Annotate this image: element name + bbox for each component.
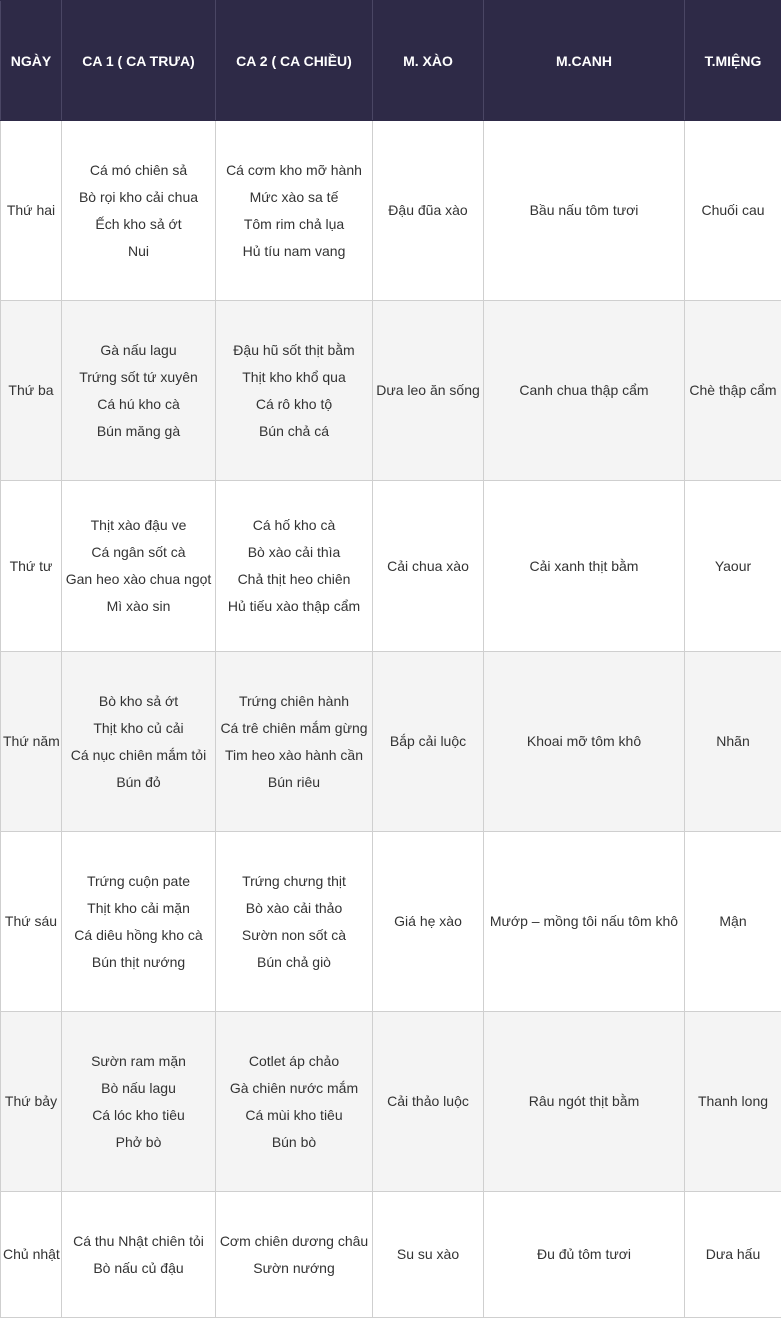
dish-item: Gà chiên nước mắm bbox=[218, 1075, 370, 1102]
dish-item: Cotlet áp chảo bbox=[218, 1048, 370, 1075]
table-row bbox=[1, 652, 781, 832]
dish-item: Bún thịt nướng bbox=[64, 949, 213, 976]
dish-item: Cá nục chiên mắm tỏi bbox=[64, 742, 213, 769]
dish-item: Cá hú kho cà bbox=[64, 391, 213, 418]
shift-2-cell bbox=[216, 1192, 373, 1318]
dish-item: Bò nấu củ đậu bbox=[64, 1255, 213, 1282]
dish-item: Bún riêu bbox=[218, 769, 370, 796]
dish-item: Bún bò bbox=[218, 1129, 370, 1156]
dish-item: Đậu hũ sốt thịt bằm bbox=[218, 337, 370, 364]
shift-2-cell bbox=[216, 652, 373, 832]
day-cell: Thứ ba bbox=[1, 301, 62, 481]
dish-item: Sườn non sốt cà bbox=[218, 922, 370, 949]
dish-item: Cá ngân sốt cà bbox=[64, 539, 213, 566]
dish-item: Bò nấu lagu bbox=[64, 1075, 213, 1102]
menu-body bbox=[1, 121, 781, 1318]
dish-item: Trứng chiên hành bbox=[218, 688, 370, 715]
dish-item: Sườn ram mặn bbox=[64, 1048, 213, 1075]
dish-item: Sườn nướng bbox=[218, 1255, 370, 1282]
stir-fry-cell: Giá hẹ xào bbox=[373, 832, 484, 1012]
stir-fry-cell: Đậu đũa xào bbox=[373, 121, 484, 301]
stir-fry-cell: Dưa leo ăn sống bbox=[373, 301, 484, 481]
dish-item: Thịt kho củ cải bbox=[64, 715, 213, 742]
soup-cell: Bầu nấu tôm tươi bbox=[484, 121, 685, 301]
dish-item: Cá thu Nhật chiên tỏi bbox=[64, 1228, 213, 1255]
dish-item: Bún chả cá bbox=[218, 418, 370, 445]
dish-item: Mức xào sa tế bbox=[218, 184, 370, 211]
dish-item: Cá cơm kho mỡ hành bbox=[218, 157, 370, 184]
dish-item: Gà nấu lagu bbox=[64, 337, 213, 364]
stir-fry-cell: Bắp cải luộc bbox=[373, 652, 484, 832]
dessert-cell: Thanh long bbox=[685, 1012, 781, 1192]
header-shift-2: CA 2 ( CA CHIỀU) bbox=[216, 1, 373, 121]
dish-item: Bún chả giò bbox=[218, 949, 370, 976]
day-cell: Chủ nhật bbox=[1, 1192, 62, 1318]
dish-item: Mì xào sin bbox=[64, 593, 213, 620]
dish-item: Cá trê chiên mắm gừng bbox=[218, 715, 370, 742]
dish-item: Nui bbox=[64, 238, 213, 265]
soup-cell: Khoai mỡ tôm khô bbox=[484, 652, 685, 832]
day-cell: Thứ bảy bbox=[1, 1012, 62, 1192]
dish-item: Hủ tiếu xào thập cẩm bbox=[218, 593, 370, 620]
dish-item: Cá mùi kho tiêu bbox=[218, 1102, 370, 1129]
dish-item: Tôm rim chả lụa bbox=[218, 211, 370, 238]
shift-1-cell bbox=[62, 652, 216, 832]
shift-2-cell bbox=[216, 832, 373, 1012]
day-cell: Thứ tư bbox=[1, 481, 62, 652]
shift-2-cell bbox=[216, 1012, 373, 1192]
dish-item: Trứng sốt tứ xuyên bbox=[64, 364, 213, 391]
shift-1-cell bbox=[62, 1012, 216, 1192]
dish-item: Bún măng gà bbox=[64, 418, 213, 445]
dish-item: Tim heo xào hành cần bbox=[218, 742, 370, 769]
dish-item: Bún đỏ bbox=[64, 769, 213, 796]
dessert-cell: Nhãn bbox=[685, 652, 781, 832]
table-row bbox=[1, 301, 781, 481]
shift-1-cell bbox=[62, 121, 216, 301]
header-shift-1: CA 1 ( CA TRƯA) bbox=[62, 1, 216, 121]
dish-item: Bò rọi kho cải chua bbox=[64, 184, 213, 211]
table-row bbox=[1, 832, 781, 1012]
dish-item: Cá hố kho cà bbox=[218, 512, 370, 539]
soup-cell: Đu đủ tôm tươi bbox=[484, 1192, 685, 1318]
dessert-cell: Chuối cau bbox=[685, 121, 781, 301]
dish-item: Cá lóc kho tiêu bbox=[64, 1102, 213, 1129]
header-day: NGÀY bbox=[1, 1, 62, 121]
dessert-cell: Mận bbox=[685, 832, 781, 1012]
dish-item: Bò xào cải thảo bbox=[218, 895, 370, 922]
dish-item: Gan heo xào chua ngọt bbox=[64, 566, 213, 593]
header-soup: M.CANH bbox=[484, 1, 685, 121]
shift-1-cell bbox=[62, 1192, 216, 1318]
soup-cell: Canh chua thập cẩm bbox=[484, 301, 685, 481]
dish-item: Ếch kho sả ớt bbox=[64, 211, 213, 238]
dish-item: Hủ tíu nam vang bbox=[218, 238, 370, 265]
dessert-cell: Dưa hấu bbox=[685, 1192, 781, 1318]
shift-1-cell bbox=[62, 301, 216, 481]
dish-item: Thịt kho khổ qua bbox=[218, 364, 370, 391]
soup-cell: Cải xanh thịt bằm bbox=[484, 481, 685, 652]
shift-1-cell bbox=[62, 832, 216, 1012]
shift-2-cell bbox=[216, 121, 373, 301]
table-row bbox=[1, 121, 781, 301]
dish-item: Cá mó chiên sả bbox=[64, 157, 213, 184]
soup-cell: Râu ngót thịt bằm bbox=[484, 1012, 685, 1192]
dish-item: Thịt kho cải mặn bbox=[64, 895, 213, 922]
dish-item: Chả thịt heo chiên bbox=[218, 566, 370, 593]
dish-item: Thịt xào đậu ve bbox=[64, 512, 213, 539]
dessert-cell: Chè thập cẩm bbox=[685, 301, 781, 481]
day-cell: Thứ hai bbox=[1, 121, 62, 301]
shift-1-cell bbox=[62, 481, 216, 652]
stir-fry-cell: Cải thảo luộc bbox=[373, 1012, 484, 1192]
dish-item: Cá diêu hồng kho cà bbox=[64, 922, 213, 949]
header-dessert: T.MIỆNG bbox=[685, 1, 781, 121]
dessert-cell: Yaour bbox=[685, 481, 781, 652]
stir-fry-cell: Cải chua xào bbox=[373, 481, 484, 652]
dish-item: Bò kho sả ớt bbox=[64, 688, 213, 715]
soup-cell: Mướp – mồng tôi nấu tôm khô bbox=[484, 832, 685, 1012]
dish-item: Cơm chiên dương châu bbox=[218, 1228, 370, 1255]
day-cell: Thứ sáu bbox=[1, 832, 62, 1012]
header-row bbox=[1, 1, 781, 121]
day-cell: Thứ năm bbox=[1, 652, 62, 832]
dish-item: Bò xào cải thìa bbox=[218, 539, 370, 566]
header-stir-fry: M. XÀO bbox=[373, 1, 484, 121]
dish-item: Trứng cuộn pate bbox=[64, 868, 213, 895]
table-row bbox=[1, 1012, 781, 1192]
dish-item: Trứng chưng thịt bbox=[218, 868, 370, 895]
table-row bbox=[1, 481, 781, 652]
shift-2-cell bbox=[216, 301, 373, 481]
table-row bbox=[1, 1192, 781, 1318]
shift-2-cell bbox=[216, 481, 373, 652]
stir-fry-cell: Su su xào bbox=[373, 1192, 484, 1318]
dish-item: Phở bò bbox=[64, 1129, 213, 1156]
dish-item: Cá rô kho tộ bbox=[218, 391, 370, 418]
